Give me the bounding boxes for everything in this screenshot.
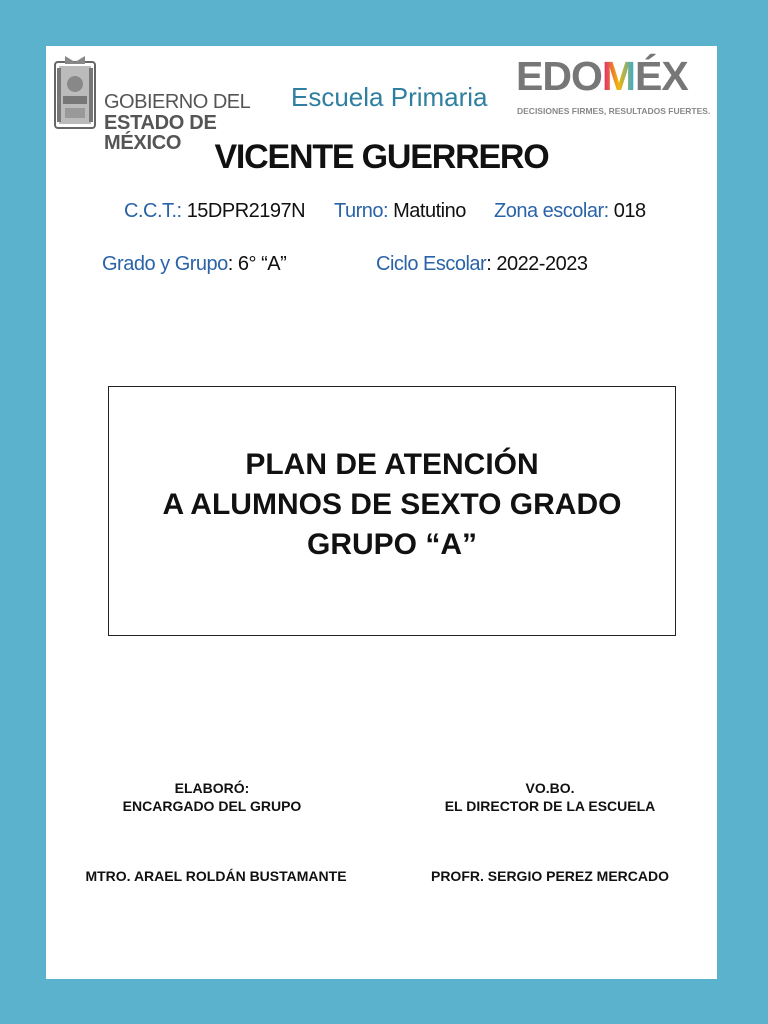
coat-of-arms-icon <box>51 54 99 134</box>
grado-value: : 6° “A” <box>227 253 287 275</box>
edomex-m: M <box>601 53 636 99</box>
school-name: VICENTE GUERRERO <box>214 138 549 176</box>
signature-left-role <box>92 779 332 815</box>
right-role1: VO.BO. <box>525 780 575 796</box>
turno-value: Matutino <box>393 200 466 222</box>
turno-label: Turno: <box>334 200 389 222</box>
gov-line2: ESTADO DE MÉXICO <box>104 112 217 154</box>
title-line2: A ALUMNOS DE SEXTO GRADO <box>162 488 622 521</box>
gobierno-logo <box>51 54 261 154</box>
cct-value: 15DPR2197N <box>186 200 306 222</box>
signature-right-name: PROFR. SERGIO PEREZ MERCADO <box>430 868 670 884</box>
left-role1: ELABORÓ: <box>174 780 250 796</box>
info-row-ciclo <box>376 253 587 276</box>
document-page <box>46 46 717 979</box>
edomex-prefix: EDO <box>516 53 602 99</box>
zona-label: Zona escolar: <box>494 200 609 222</box>
info-row-1 <box>124 200 305 223</box>
edomex-wordmark <box>516 53 688 99</box>
edomex-tagline: DECISIONES FIRMES, RESULTADOS FUERTES. <box>517 106 711 116</box>
edomex-logo <box>516 53 711 116</box>
grado-label: Grado y Grupo <box>102 253 228 275</box>
signature-left-name: MTRO. ARAEL ROLDÁN BUSTAMANTE <box>85 868 347 884</box>
school-type: Escuela Primaria <box>291 82 488 112</box>
info-row-turno <box>334 200 466 223</box>
title-line3: GRUPO “A” <box>306 528 477 561</box>
ciclo-label: Ciclo Escolar <box>376 253 487 275</box>
left-role2: ENCARGADO DEL GRUPO <box>122 798 302 814</box>
ciclo-value: : 2022-2023 <box>486 253 588 275</box>
zona-value: 018 <box>613 200 646 222</box>
title-box <box>108 386 676 636</box>
title-line1: PLAN DE ATENCIÓN <box>245 448 539 481</box>
info-row-zona <box>494 200 646 223</box>
right-role2: EL DIRECTOR DE LA ESCUELA <box>444 798 656 814</box>
info-row-grado <box>102 253 286 276</box>
edomex-suffix: ÉX <box>635 53 688 99</box>
gov-line1: GOBIERNO DEL <box>104 91 251 113</box>
cct-label: C.C.T.: <box>124 200 182 222</box>
signature-right-role <box>420 779 680 815</box>
document-title <box>109 445 675 565</box>
